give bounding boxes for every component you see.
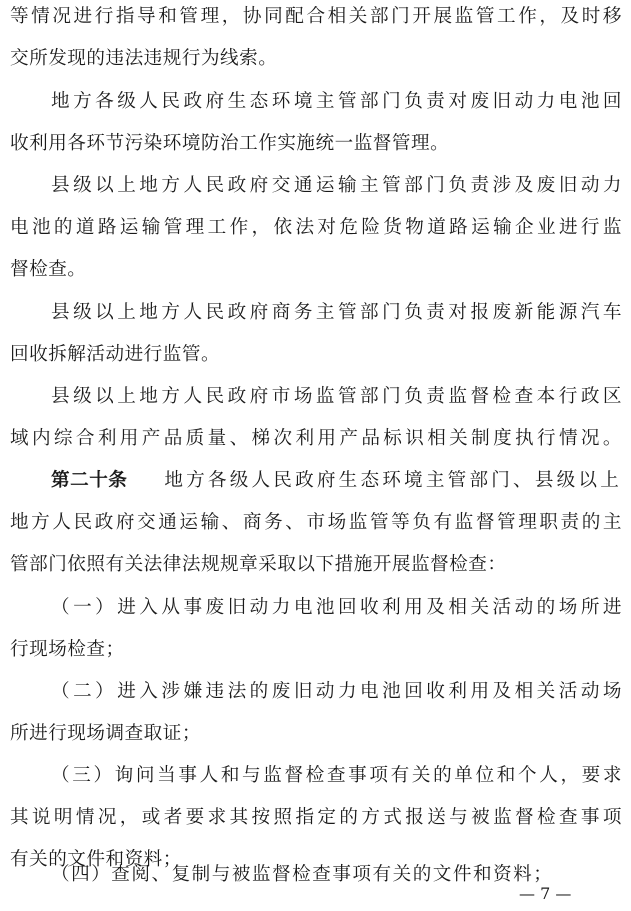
list-item-line: 所进行现场调查取证； (10, 723, 201, 744)
list-item-line: 有关的文件和资料； (10, 849, 182, 870)
list-item-line: 行现场检查； (10, 639, 125, 660)
list-item-line: 其说明情况，或者要求其按照指定的方式报送与被监督检查事项 (10, 807, 622, 828)
page-number: — 7 — (519, 884, 572, 903)
text-line: 管部门依照有关法律法规规章采取以下措施开展监督检查： (10, 554, 507, 575)
text-line: 收利用各环节污染环境防治工作实施统一监督管理。 (10, 133, 450, 154)
text-line: 地方各级人民政府生态环境主管部门负责对废旧动力电池回 (51, 91, 622, 112)
article-label: 第二十条 (51, 470, 128, 491)
text-line: 县级以上地方人民政府商务主管部门负责对报废新能源汽车 (51, 302, 622, 323)
list-item-line: （二）进入涉嫌违法的废旧动力电池回收利用及相关活动场 (51, 681, 622, 702)
text-line: 督检查。 (10, 259, 87, 280)
text-line: 地方各级人民政府生态环境主管部门、县级以上 (164, 470, 622, 491)
text-line: 地方人民政府交通运输、商务、市场监管等负有监督管理职责的主 (10, 512, 622, 533)
text-line: 县级以上地方人民政府市场监管部门负责监督检查本行政区 (51, 386, 622, 407)
list-item-line: （一）进入从事废旧动力电池回收利用及相关活动的场所进 (51, 597, 622, 618)
article-heading-line (51, 472, 622, 491)
text-line: 县级以上地方人民政府交通运输主管部门负责涉及废旧动力 (51, 175, 622, 196)
list-item-line: （四）查阅、复制与被监督检查事项有关的文件和资料； (51, 864, 554, 885)
list-item-line: （三）询问当事人和与监督检查事项有关的单位和个人，要求 (51, 765, 622, 786)
text-line: 等情况进行指导和管理，协同配合相关部门开展监管工作，及时移 (10, 6, 622, 27)
text-line: 电池的道路运输管理工作，依法对危险货物道路运输企业进行监 (10, 217, 622, 238)
text-line: 回收拆解活动进行监管。 (10, 344, 221, 365)
text-line: 交所发现的违法违规行为线索。 (10, 48, 278, 69)
text-line: 域内综合利用产品质量、梯次利用产品标识相关制度执行情况。 (10, 428, 622, 449)
